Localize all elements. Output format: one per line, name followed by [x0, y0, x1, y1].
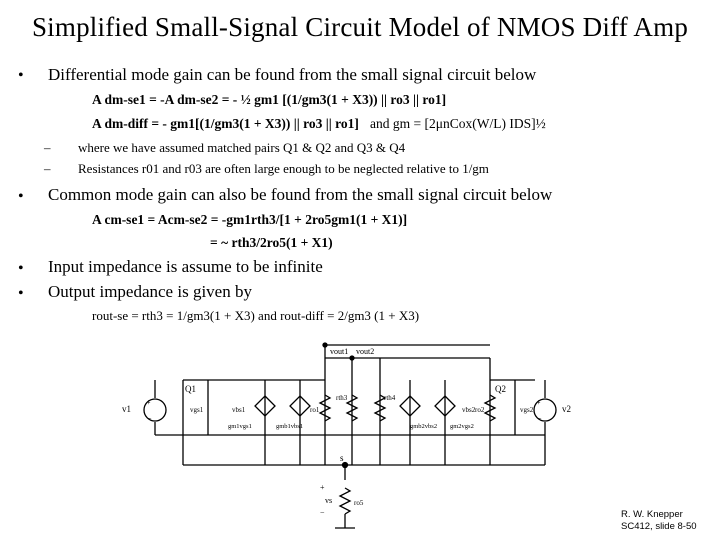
label-ro1: ro1: [310, 406, 320, 414]
label-v1: v1: [122, 404, 131, 414]
label-minus: −: [147, 414, 152, 423]
node-s-dot: [343, 463, 348, 468]
label-minus: −: [320, 508, 325, 517]
label-ro5: ro5: [354, 499, 364, 507]
label-q1: Q1: [185, 384, 196, 394]
label-gmb1vbs1: gmb1vbs1: [276, 423, 304, 430]
slide-title: Simplified Small-Signal Circuit Model of NMOS Diff Amp: [31, 12, 689, 42]
bullet-output-impedance: Output impedance is given by: [48, 282, 252, 301]
label-plus: +: [536, 398, 541, 407]
label-plus: +: [320, 483, 325, 492]
bullet-input-impedance: Input impedance is assume to be infinite: [48, 257, 323, 276]
equation-gm: and gm = [2μnCox(W/L) IDS]½: [370, 116, 546, 131]
bullet-marker: •: [18, 67, 24, 84]
equation-dm-diff: A dm-diff = - gm1[(1/gm3(1 + X3)) || ro3 || ro1]: [92, 116, 359, 131]
equation-dm-single-ended: A dm-se1 = -A dm-se2 = - ½ gm1 [(1/gm3(1 + X3)) || ro3 || ro1]: [92, 92, 447, 107]
label-gm1vgs1: gm1vgs1: [228, 423, 252, 430]
label-s: s: [340, 453, 344, 463]
label-vbs2: vbs2: [462, 406, 476, 414]
sub-bullet-matched-pairs: where we have assumed matched pairs Q1 & Q2 and Q3 & Q4: [78, 140, 406, 155]
equation-output-impedance: rout-se = rth3 = 1/gm3(1 + X3) and rout-diff = 2/gm3 (1 + X3): [92, 308, 420, 323]
equation-cm-approx: = ~ rth3/2ro5(1 + X1): [210, 235, 333, 250]
label-gm2vgs2: gm2vgs2: [450, 423, 474, 430]
label-rth4: rth4: [384, 394, 396, 402]
equation-cm-gain: A cm-se1 = Acm-se2 = -gm1rth3/[1 + 2ro5gm1(1 + X1)]: [92, 212, 408, 227]
sub-bullet-marker: –: [44, 140, 51, 155]
label-vgs2: vgs2: [520, 406, 534, 414]
sub-bullet-marker: –: [44, 161, 51, 176]
bullet-marker: •: [18, 285, 24, 302]
label-minus: −: [537, 414, 542, 423]
label-vbs1: vbs1: [232, 406, 246, 414]
bullet-marker: •: [18, 188, 24, 205]
bullet-marker: •: [18, 260, 24, 277]
slide-footer: [621, 509, 697, 533]
footer-slide-number: SC412, slide 8-50: [621, 521, 697, 532]
label-vs: vs: [325, 496, 333, 505]
label-v2: v2: [562, 404, 571, 414]
bullet-common-mode-gain: Common mode gain can also be found from the small signal circuit below: [48, 185, 553, 204]
label-gmb2vbs2: gmb2vbs2: [410, 423, 438, 430]
bullet-differential-gain: Differential mode gain can be found from the small signal circuit below: [48, 65, 537, 84]
resistor-ro5-icon: [340, 488, 350, 514]
label-plus: +: [146, 398, 151, 407]
footer-author: R. W. Knepper: [621, 509, 683, 520]
label-q2: Q2: [495, 384, 506, 394]
label-vout2: vout2: [356, 347, 375, 356]
label-vgs1: vgs1: [190, 406, 204, 414]
label-ro2: ro2: [475, 406, 485, 414]
label-vout1: vout1: [330, 347, 349, 356]
label-rth3: rth3: [336, 394, 348, 402]
sub-bullet-resistances: Resistances r01 and r03 are often large enough to be neglected relative to 1/gm: [78, 161, 489, 176]
